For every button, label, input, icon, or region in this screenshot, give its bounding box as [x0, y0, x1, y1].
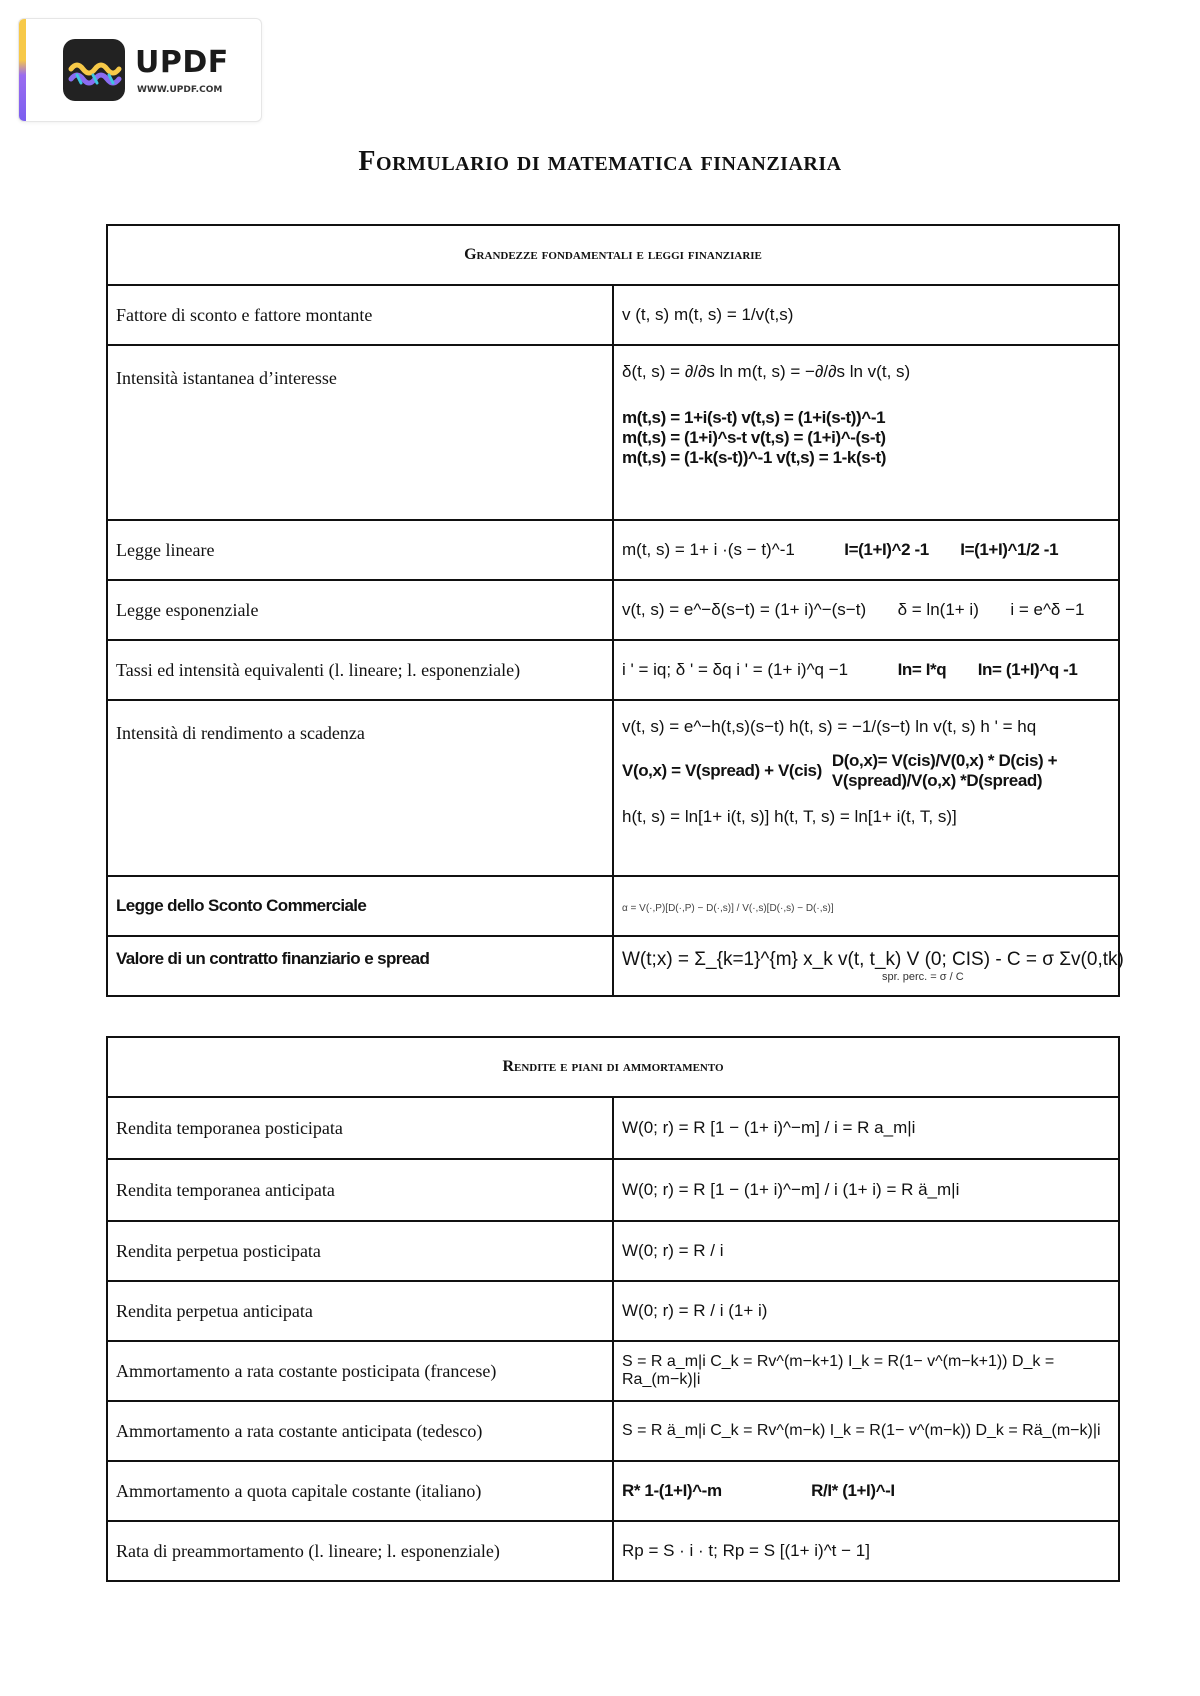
formula-extra: I=(1+I)^2 -1: [844, 540, 929, 559]
table-row: [107, 1159, 1119, 1221]
formula-line: m(t, s) = 1+ i ·(s − t)^-1: [622, 540, 795, 559]
row-label: Intensità istantanea d’interesse: [107, 345, 613, 520]
table-header: Grandezze fondamentali e leggi finanziarie: [107, 225, 1119, 285]
row-formula: W(0; r) = R / i (1+ i): [613, 1281, 1119, 1341]
formula-bold-line: m(t,s) = (1-k(s-t))^-1 v(t,s) = 1-k(s-t): [622, 448, 887, 467]
row-label: Rendita temporanea anticipata: [107, 1159, 613, 1221]
row-formula: Rp = S · i · t; Rp = S [(1+ i)^t − 1]: [613, 1521, 1119, 1581]
table-row: [107, 1341, 1119, 1401]
row-label: Rendita perpetua anticipata: [107, 1281, 613, 1341]
formula-line: i ' = iq; δ ' = δq i ' = (1+ i)^q −1: [622, 660, 849, 679]
row-formula: [613, 936, 1124, 996]
formula-extra: I=(1+I)^1/2 -1: [960, 540, 1059, 559]
formula-extra: i = e^δ −1: [1010, 600, 1085, 619]
table-row: [107, 345, 1119, 520]
row-label: Intensità di rendimento a scadenza: [107, 700, 613, 876]
row-formula: [613, 520, 1119, 580]
row-formula: [613, 580, 1119, 640]
row-label: Rata di preammortamento (l. lineare; l. esponenziale): [107, 1521, 613, 1581]
formula-extra: R* 1-(1+I)^-m: [622, 1481, 722, 1500]
formula-extra: In= (1+I)^q -1: [977, 660, 1078, 679]
row-formula: S = R a_m|i C_k = Rv^(m−k+1) I_k = R(1− v^(m−k+1)) D_k = Ra_(m−k)|i: [613, 1341, 1119, 1401]
formula-line: α = V(·,P)[D(·,P) − D(·,s)] / V(·,s)[D(·,s) − D(·,s)]: [622, 903, 834, 914]
row-formula: S = R ä_m|i C_k = Rv^(m−k) I_k = R(1− v^(m−k)) D_k = Rä_(m−k)|i: [613, 1401, 1119, 1461]
formula-line: δ(t, s) = ∂/∂s ln m(t, s) = −∂/∂s ln v(t, s): [622, 362, 911, 381]
formula-table-fundamentals: [106, 224, 1124, 997]
formula-bold-line: m(t,s) = 1+i(s-t) v(t,s) = (1+i(s-t))^-1: [622, 408, 886, 427]
table-header: Rendite e piani di ammortamento: [107, 1037, 1119, 1097]
updf-logo: [18, 18, 262, 122]
formula-line: v(t, s) = e^−h(t,s)(s−t) h(t, s) = −1/(s−t) ln v(t, s) h ' = hq: [622, 717, 1037, 736]
row-formula: [613, 285, 1119, 345]
page-title: Formulario di matematica finanziaria: [358, 146, 842, 177]
row-label: Rendita temporanea posticipata: [107, 1097, 613, 1159]
row-label: Ammortamento a rata costante posticipata (francese): [107, 1341, 613, 1401]
formula-line: v (t, s) m(t, s) = 1/v(t,s): [622, 305, 794, 324]
row-label: Fattore di sconto e fattore montante: [107, 285, 613, 345]
table-row: [107, 1221, 1119, 1281]
formula-table-annuities: [106, 1036, 1120, 1582]
row-formula: [613, 345, 1119, 520]
table-row: [107, 285, 1119, 345]
table-row: [107, 640, 1119, 700]
row-formula: [613, 700, 1119, 876]
logo-url: WWW.UPDF.COM: [137, 85, 223, 95]
table-row: [107, 1401, 1119, 1461]
row-formula: W(0; r) = R [1 − (1+ i)^−m] / i (1+ i) = R ä_m|i: [613, 1159, 1119, 1221]
table-row: [107, 1461, 1119, 1521]
updf-wave-icon: [63, 39, 125, 101]
row-label: Legge esponenziale: [107, 580, 613, 640]
row-label: Rendita perpetua posticipata: [107, 1221, 613, 1281]
table-row: [107, 1097, 1119, 1159]
formula-extra: R/I* (1+I)^-I: [811, 1481, 895, 1500]
table-row: [107, 580, 1119, 640]
row-formula: [613, 1461, 1119, 1521]
formula-extra: δ = ln(1+ i): [897, 600, 979, 619]
row-formula: [613, 640, 1119, 700]
table-row: [107, 520, 1119, 580]
formula-bold-line: V(o,x) = V(spread) + V(cis): [622, 761, 822, 780]
row-label: Ammortamento a quota capitale costante (italiano): [107, 1461, 613, 1521]
formula-bold-line: m(t,s) = (1+i)^s-t v(t,s) = (1+i)^-(s-t): [622, 428, 886, 447]
logo-name: UPDF: [135, 45, 229, 80]
row-label: Legge lineare: [107, 520, 613, 580]
formula-bold-line: V(spread)/V(o,x) *D(spread): [831, 771, 1043, 790]
formula-bold-line: D(o,x)= V(cis)/V(0,x) * D(cis) +: [831, 751, 1058, 770]
table-row: [107, 1521, 1119, 1581]
row-label: Tassi ed intensità equivalenti (l. lineare; l. esponenziale): [107, 640, 613, 700]
table-row: [107, 1281, 1119, 1341]
formula-line: W(t;x) = Σ_{k=1}^{m} x_k v(t, t_k) V (0; CIS) - C = σ Σv(0,tk): [622, 949, 1124, 970]
formula-extra: In= I*q: [897, 660, 947, 679]
row-label: Legge dello Sconto Commerciale: [107, 876, 613, 936]
formula-line: v(t, s) = e^−δ(s−t) = (1+ i)^−(s−t): [622, 600, 867, 619]
row-label: Ammortamento a rata costante anticipata (tedesco): [107, 1401, 613, 1461]
formula-line: h(t, s) = ln[1+ i(t, s)] h(t, T, s) = ln[1+ i(t, T, s)]: [622, 807, 957, 826]
row-formula: [613, 876, 1119, 936]
table-row: [107, 936, 1119, 996]
formula-note: spr. perc. = σ / C: [882, 971, 964, 983]
row-label: Valore di un contratto finanziario e spread: [107, 936, 613, 996]
row-formula: W(0; r) = R / i: [613, 1221, 1119, 1281]
row-formula: W(0; r) = R [1 − (1+ i)^−m] / i = R a_m|i: [613, 1097, 1119, 1159]
table-row: [107, 876, 1119, 936]
logo-stripe: [19, 19, 26, 121]
table-row: [107, 700, 1119, 876]
